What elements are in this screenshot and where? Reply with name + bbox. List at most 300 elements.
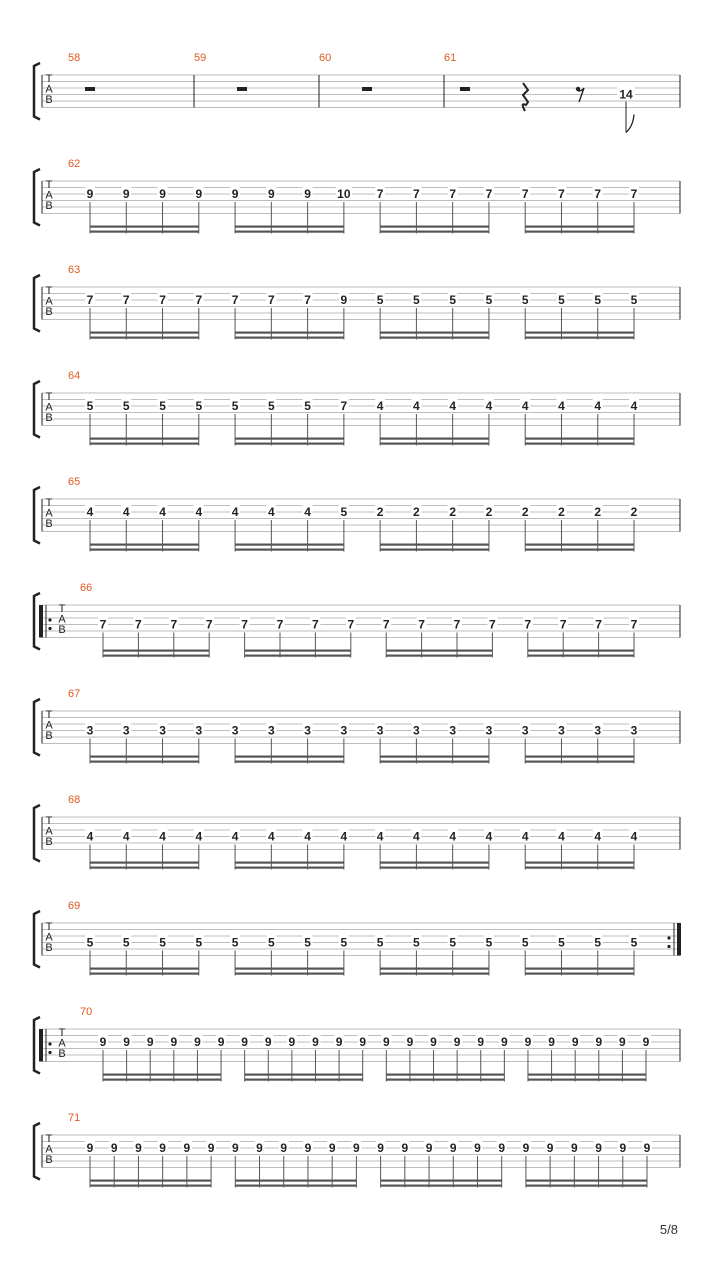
beam-primary — [525, 337, 634, 339]
system-bracket — [34, 381, 40, 438]
fret-number: 5 — [122, 399, 130, 413]
fret-number: 4 — [231, 829, 239, 844]
tab-clef-letter: T — [45, 497, 53, 509]
fret-number: 7 — [630, 187, 638, 201]
fret-number: 4 — [267, 829, 275, 844]
fret-number: 7 — [312, 617, 319, 632]
fret-number: 9 — [619, 1141, 627, 1155]
tab-clef-letter: B — [45, 518, 53, 530]
fret-number: 7 — [122, 293, 130, 307]
fret-number: 5 — [485, 935, 493, 950]
fret-number: 9 — [312, 1035, 319, 1049]
measure-number: 63 — [68, 264, 81, 276]
fret-number: 5 — [449, 293, 457, 307]
tab-clef-letter: T — [45, 815, 53, 827]
fret-number: 7 — [558, 187, 565, 201]
fret-number: 9 — [353, 1141, 360, 1155]
fret-number: 9 — [241, 1035, 248, 1049]
fret-number: 9 — [359, 1035, 367, 1049]
fret-number: 2 — [413, 505, 420, 519]
tab-clef-letter: A — [45, 401, 53, 414]
system-bracket — [34, 63, 40, 120]
fret-number: 2 — [521, 505, 529, 519]
fret-number: 7 — [267, 293, 275, 307]
fret-number: 4 — [558, 829, 565, 844]
measure-number: 67 — [68, 688, 81, 700]
fret-number: 9 — [571, 1141, 578, 1155]
beam-primary — [90, 231, 199, 233]
fret-number: 4 — [413, 829, 420, 844]
fret-number: 9 — [430, 1035, 437, 1049]
fret-number: 4 — [86, 829, 94, 844]
beam-primary — [380, 337, 489, 339]
beam-primary — [235, 867, 344, 869]
beam-primary — [525, 549, 634, 551]
measure-number: 65 — [68, 476, 81, 488]
beam-primary — [235, 231, 344, 233]
measure-number: 70 — [80, 1006, 93, 1018]
tab-clef-letter: A — [45, 1143, 53, 1156]
fret-number: 9 — [122, 187, 130, 201]
fret-number: 9 — [183, 1141, 191, 1155]
fret-number: 7 — [135, 617, 142, 632]
beam-secondary — [235, 438, 344, 440]
tab-clef-letter: B — [45, 1154, 53, 1166]
tab-clef-letter: A — [45, 507, 53, 520]
tab-clef-letter: B — [45, 836, 53, 848]
beam-secondary — [235, 968, 344, 970]
fret-number: 4 — [594, 399, 602, 413]
beam-primary — [103, 655, 209, 657]
beam-secondary — [235, 756, 344, 758]
fret-number: 5 — [122, 935, 130, 950]
fret-number: 5 — [231, 399, 239, 413]
beam-secondary — [235, 862, 344, 864]
fret-number: 4 — [630, 829, 638, 844]
system-bracket — [34, 169, 40, 226]
fret-number: 9 — [256, 1141, 263, 1155]
tab-clef-letter: B — [45, 306, 53, 318]
beam-secondary — [103, 1074, 221, 1076]
fret-number: 3 — [376, 723, 384, 738]
half-rest — [237, 87, 247, 91]
tab-clef-letter: T — [45, 73, 53, 85]
measure-number: 68 — [68, 794, 81, 806]
beam-secondary — [525, 968, 634, 970]
fret-number: 5 — [195, 935, 203, 950]
note-flag — [626, 115, 634, 133]
fret-number: 9 — [425, 1141, 433, 1155]
beam-secondary — [525, 332, 634, 334]
repeat-dot — [48, 1051, 51, 1054]
beam-secondary — [90, 1180, 211, 1182]
beam-primary — [235, 443, 344, 445]
fret-number: 3 — [413, 723, 420, 738]
fret-number: 3 — [304, 723, 311, 738]
fret-number: 9 — [231, 187, 239, 201]
fret-number: 3 — [594, 723, 602, 738]
fret-number: 9 — [501, 1035, 508, 1049]
tab-clef-letter: B — [45, 94, 53, 106]
fret-number: 3 — [340, 723, 348, 738]
tab-clef-letter: A — [45, 189, 53, 202]
beam-primary — [235, 337, 344, 339]
beam-secondary — [525, 544, 634, 546]
fret-number: 9 — [328, 1141, 336, 1155]
beam-secondary — [380, 332, 489, 334]
fret-number: 7 — [595, 617, 602, 632]
fret-number: 7 — [485, 187, 493, 201]
fret-number: 5 — [86, 399, 94, 413]
fret-number: 5 — [376, 935, 384, 950]
fret-number: 5 — [340, 935, 348, 950]
beam-primary — [245, 655, 351, 657]
beam-secondary — [90, 968, 199, 970]
repeat-dot — [48, 618, 51, 621]
fret-number: 3 — [122, 723, 130, 738]
fret-number: 3 — [195, 723, 203, 738]
fret-number: 5 — [159, 399, 166, 413]
beam-secondary — [90, 756, 199, 758]
fret-number: 9 — [453, 1035, 461, 1049]
tab-clef-letter: B — [45, 730, 53, 742]
beam-primary — [525, 867, 634, 869]
fret-number: 4 — [413, 399, 420, 413]
fret-number: 5 — [485, 293, 493, 307]
fret-number: 9 — [304, 1141, 312, 1155]
fret-number: 9 — [194, 1035, 201, 1049]
tab-clef-letter: B — [45, 200, 53, 212]
fret-number: 9 — [123, 1035, 130, 1049]
fret-number: 7 — [521, 187, 529, 201]
fret-number: 7 — [276, 617, 284, 632]
measure-number: 66 — [80, 582, 93, 594]
beam-secondary — [380, 968, 489, 970]
beam-primary — [380, 867, 489, 869]
beam-secondary — [380, 544, 489, 546]
tab-clef-letter: T — [45, 391, 53, 403]
measure-number: 62 — [68, 158, 81, 170]
measure-number: 69 — [68, 900, 81, 912]
fret-number: 2 — [376, 505, 384, 519]
repeat-start-thick-bar — [39, 1029, 43, 1062]
beam-secondary — [103, 650, 209, 652]
fret-number: 9 — [595, 1141, 602, 1155]
beam-primary — [525, 231, 634, 233]
beam-secondary — [381, 1180, 502, 1182]
beam-secondary — [528, 1074, 646, 1076]
fret-number: 5 — [558, 293, 565, 307]
fret-number: 3 — [630, 723, 638, 738]
fret-number: 3 — [159, 723, 166, 738]
fret-number: 9 — [304, 187, 311, 201]
fret-number: 3 — [231, 723, 239, 738]
fret-number: 3 — [558, 723, 565, 738]
fret-number: 7 — [418, 617, 425, 632]
half-rest — [85, 87, 95, 91]
fret-number: 4 — [122, 505, 130, 519]
fret-number: 5 — [413, 935, 420, 950]
fret-number: 9 — [159, 1141, 166, 1155]
beam-secondary — [525, 226, 634, 228]
fret-number: 9 — [288, 1035, 296, 1049]
beam-secondary — [90, 226, 199, 228]
half-rest — [362, 87, 372, 91]
beam-secondary — [526, 1180, 647, 1182]
repeat-end-thick-bar — [677, 923, 681, 956]
beam-primary — [528, 655, 634, 657]
tab-clef-letter: T — [45, 921, 53, 933]
fret-number: 4 — [86, 505, 94, 519]
fret-number: 5 — [231, 935, 239, 950]
fret-number: 9 — [207, 1141, 215, 1155]
fret-number: 4 — [159, 829, 166, 844]
fret-number: 3 — [521, 723, 529, 738]
tab-clef-letter: A — [45, 931, 53, 944]
fret-number: 7 — [524, 617, 532, 632]
beam-secondary — [90, 544, 199, 546]
fret-number: 9 — [170, 1035, 178, 1049]
tab-clef-letter: T — [45, 1133, 53, 1145]
fret-number: 9 — [595, 1035, 603, 1049]
beam-secondary — [386, 650, 492, 652]
fret-number: 7 — [489, 617, 496, 632]
beam-secondary — [525, 756, 634, 758]
fret-number: 5 — [630, 935, 638, 950]
beam-primary — [380, 761, 489, 763]
fret-number: 7 — [630, 617, 638, 632]
fret-number: 4 — [267, 505, 275, 519]
half-rest — [460, 87, 470, 91]
fret-number: 7 — [241, 617, 248, 632]
fret-number: 9 — [340, 293, 348, 307]
beam-primary — [528, 1079, 646, 1081]
beam-primary — [526, 1185, 647, 1187]
fret-number: 7 — [376, 187, 384, 201]
fret-number: 4 — [449, 829, 457, 844]
beam-primary — [90, 867, 199, 869]
tab-clef-letter: A — [45, 83, 53, 96]
beam-secondary — [90, 438, 199, 440]
measure-number: 61 — [444, 52, 457, 64]
fret-number: 4 — [485, 829, 493, 844]
fret-number: 4 — [376, 829, 384, 844]
fret-number: 9 — [217, 1035, 225, 1049]
beam-primary — [90, 443, 199, 445]
fret-number: 9 — [401, 1141, 409, 1155]
beam-primary — [235, 1185, 356, 1187]
fret-number: 9 — [498, 1141, 506, 1155]
fret-number: 4 — [630, 399, 638, 413]
fret-number: 2 — [630, 505, 638, 519]
fret-number: 5 — [159, 935, 166, 950]
fret-number: 9 — [377, 1141, 384, 1155]
fret-number: 9 — [335, 1035, 343, 1049]
fret-number: 4 — [521, 829, 529, 844]
fret-number: 9 — [546, 1141, 554, 1155]
fret-number: 4 — [159, 505, 166, 519]
fret-number: 9 — [86, 187, 94, 201]
tab-clef-letter: B — [45, 412, 53, 424]
tab-clef-letter: T — [45, 285, 53, 297]
fret-number: 4 — [376, 399, 384, 413]
beam-secondary — [380, 756, 489, 758]
fret-number: 5 — [376, 293, 384, 307]
fret-number: 5 — [413, 293, 420, 307]
system-bracket — [34, 1123, 40, 1180]
beam-primary — [380, 443, 489, 445]
fret-number: 7 — [453, 617, 461, 632]
beam-primary — [525, 443, 634, 445]
fret-number: 2 — [594, 505, 602, 519]
system-bracket — [34, 911, 40, 968]
measure-number: 60 — [319, 52, 332, 64]
fret-number: 9 — [522, 1141, 530, 1155]
tab-clef-letter: T — [45, 179, 53, 191]
beam-secondary — [235, 332, 344, 334]
fret-number: 7 — [413, 187, 420, 201]
beam-secondary — [245, 650, 351, 652]
tab-clef-letter: A — [45, 295, 53, 308]
beam-primary — [380, 231, 489, 233]
fret-number: 9 — [159, 187, 166, 201]
fret-number: 4 — [340, 829, 348, 844]
beam-secondary — [245, 1074, 363, 1076]
tab-clef-letter: A — [45, 825, 53, 838]
beam-secondary — [380, 862, 489, 864]
beam-primary — [380, 549, 489, 551]
fret-number: 3 — [267, 723, 275, 738]
fret-number: 7 — [347, 617, 355, 632]
fret-number: 5 — [521, 293, 529, 307]
fret-number: 4 — [195, 829, 203, 844]
beam-primary — [235, 973, 344, 975]
measure-number: 59 — [194, 52, 207, 64]
fret-number: 4 — [521, 399, 529, 413]
fret-number: 4 — [594, 829, 602, 844]
fret-number: 9 — [195, 187, 203, 201]
fret-number: 7 — [170, 617, 178, 632]
beam-primary — [386, 1079, 504, 1081]
beam-primary — [90, 337, 199, 339]
measure-number: 71 — [68, 1112, 81, 1124]
fret-number: 7 — [340, 399, 348, 413]
measure-number: 58 — [68, 52, 81, 64]
quarter-rest — [523, 83, 528, 111]
fret-number: 2 — [449, 505, 457, 519]
beam-secondary — [90, 332, 199, 334]
system-bracket — [34, 805, 40, 862]
fret-number: 5 — [195, 399, 203, 413]
fret-number: 9 — [231, 1141, 239, 1155]
fret-number: 5 — [304, 935, 311, 950]
fret-number: 5 — [594, 935, 602, 950]
beam-primary — [381, 1185, 502, 1187]
fret-number: 14 — [619, 87, 633, 102]
fret-number: 4 — [304, 829, 311, 844]
fret-number: 5 — [267, 935, 275, 950]
beam-primary — [103, 1079, 221, 1081]
fret-number: 5 — [594, 293, 602, 307]
fret-number: 9 — [110, 1141, 118, 1155]
fret-number: 9 — [642, 1035, 650, 1049]
tab-clef-letter: A — [58, 1037, 66, 1050]
beam-secondary — [235, 226, 344, 228]
fret-number: 2 — [485, 505, 493, 519]
beam-primary — [90, 1185, 211, 1187]
fret-number: 4 — [485, 399, 493, 413]
beam-secondary — [380, 226, 489, 228]
fret-number: 7 — [382, 617, 390, 632]
fret-number: 7 — [195, 293, 203, 307]
beam-primary — [525, 761, 634, 763]
fret-number: 7 — [99, 617, 107, 632]
system-bracket — [34, 699, 40, 756]
tab-clef-letter: T — [45, 709, 53, 721]
fret-number: 9 — [548, 1035, 555, 1049]
tab-clef-letter: A — [58, 613, 66, 626]
tab-clef-letter: B — [58, 624, 66, 636]
repeat-dot — [667, 945, 670, 948]
beam-secondary — [528, 650, 634, 652]
fret-number: 5 — [449, 935, 457, 950]
tab-clef-letter: A — [45, 719, 53, 732]
fret-number: 9 — [146, 1035, 154, 1049]
beam-primary — [235, 761, 344, 763]
fret-number: 7 — [594, 187, 602, 201]
fret-number: 5 — [86, 935, 94, 950]
beam-primary — [90, 973, 199, 975]
system-bracket — [34, 275, 40, 332]
beam-primary — [386, 655, 492, 657]
fret-number: 9 — [382, 1035, 390, 1049]
fret-number: 4 — [558, 399, 565, 413]
fret-number: 4 — [449, 399, 457, 413]
beam-secondary — [90, 862, 199, 864]
fret-number: 9 — [267, 187, 275, 201]
tab-clef-letter: T — [58, 603, 66, 615]
repeat-dot — [48, 1042, 51, 1045]
beam-secondary — [235, 1180, 356, 1182]
fret-number: 9 — [86, 1141, 94, 1155]
beam-primary — [245, 1079, 363, 1081]
repeat-start-thick-bar — [39, 605, 43, 638]
tab-clef-letter: B — [45, 942, 53, 954]
beam-primary — [380, 973, 489, 975]
fret-number: 4 — [304, 505, 311, 519]
fret-number: 5 — [340, 505, 348, 519]
beam-secondary — [380, 438, 489, 440]
fret-number: 4 — [231, 505, 239, 519]
fret-number: 7 — [86, 293, 94, 307]
fret-number: 9 — [643, 1141, 651, 1155]
fret-number: 3 — [449, 723, 457, 738]
fret-number: 9 — [135, 1141, 142, 1155]
repeat-dot — [48, 627, 51, 630]
fret-number: 9 — [524, 1035, 532, 1049]
fret-number: 5 — [558, 935, 565, 950]
beam-primary — [90, 549, 199, 551]
beam-secondary — [386, 1074, 504, 1076]
fret-number: 2 — [558, 505, 565, 519]
fret-number: 4 — [195, 505, 203, 519]
fret-number: 7 — [205, 617, 213, 632]
fret-number: 7 — [559, 617, 567, 632]
repeat-dot — [667, 936, 670, 939]
fret-number: 9 — [571, 1035, 579, 1049]
fret-number: 5 — [267, 399, 275, 413]
fret-number: 4 — [122, 829, 130, 844]
